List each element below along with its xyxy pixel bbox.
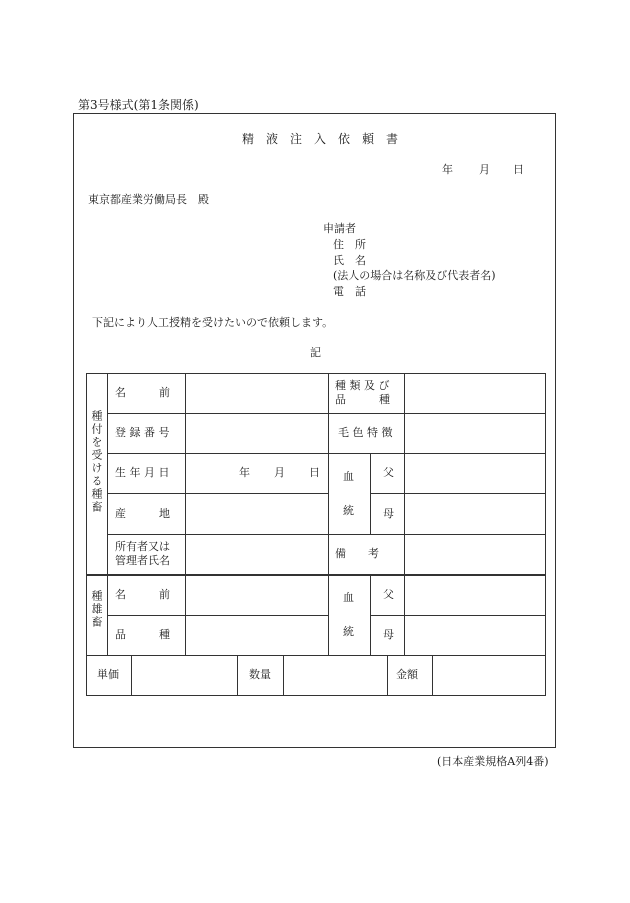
owner-label-1: 所有者又は — [115, 540, 170, 553]
dob-label: 生 年 月 日 — [115, 466, 170, 479]
name-label: 名 前 — [115, 386, 170, 399]
lineage-label: 統 — [343, 504, 354, 517]
male-lineage-label: 統 — [343, 625, 354, 638]
male-father-label: 父 — [383, 588, 394, 601]
applicant-name-label: 氏 名 — [333, 254, 366, 267]
applicant-corp-note: (法人の場合は名称及び代表者名) — [333, 269, 496, 282]
father-label: 父 — [383, 466, 394, 479]
form-number: 第3号様式(第1条関係) — [78, 98, 199, 112]
male-blood-label: 血 — [343, 591, 354, 604]
form-title: 精 液 注 入 依 頼 書 — [242, 132, 399, 146]
reg-no-label: 登 録 番 号 — [115, 426, 170, 439]
date-month-label: 月 — [479, 163, 490, 176]
unit-price-label: 単価 — [97, 668, 119, 681]
dob-day: 日 — [309, 466, 320, 479]
male-name-label: 名 前 — [115, 588, 170, 601]
owner-label-2: 管理者氏名 — [115, 554, 170, 567]
breed-kind-label-1: 種 類 及 び — [335, 379, 390, 392]
dob-year: 年 — [239, 466, 250, 479]
quantity-label: 数量 — [249, 668, 271, 681]
mother-label: 母 — [383, 507, 394, 520]
date-year-label: 年 — [442, 163, 453, 176]
amount-label: 金額 — [396, 668, 418, 681]
addressee: 東京都産業労働局長 殿 — [88, 193, 209, 206]
breed-kind-label-2: 品 種 — [335, 393, 390, 406]
blood-label: 血 — [343, 470, 354, 483]
dob-month: 月 — [274, 466, 285, 479]
group-male-label: 種雄畜 — [90, 590, 103, 629]
remarks-label: 備 考 — [335, 547, 379, 560]
date-day-label: 日 — [513, 163, 524, 176]
applicant-phone-label: 電 話 — [333, 285, 366, 298]
ki-label: 記 — [310, 346, 321, 359]
applicant-address-label: 住 所 — [333, 238, 366, 251]
request-text: 下記により人工授精を受けたいので依頼します。 — [92, 316, 334, 329]
group-female-label: 種付を受ける種畜 — [90, 410, 103, 514]
coat-label: 毛 色 特 徴 — [338, 426, 393, 439]
applicant-label: 申請者 — [323, 222, 356, 235]
footer-standard: (日本産業規格A列4番) — [437, 755, 549, 768]
origin-label: 産 地 — [115, 507, 170, 520]
male-mother-label: 母 — [383, 628, 394, 641]
male-breed-label: 品 種 — [115, 628, 170, 641]
